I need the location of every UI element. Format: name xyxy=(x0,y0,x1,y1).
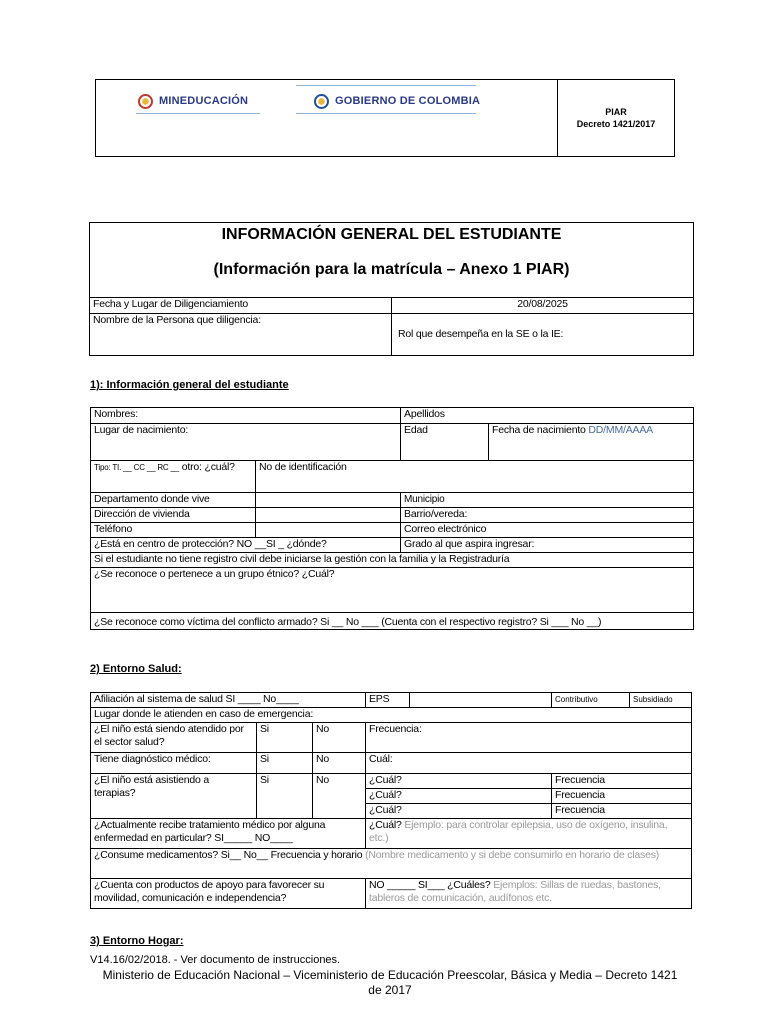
health-table xyxy=(90,692,692,909)
apellidos-field[interactable]: Apellidos xyxy=(401,408,694,424)
atendido-no[interactable]: No xyxy=(313,723,366,753)
registro-civil-note: Si el estudiante no tiene registro civil debe iniciarse la gestión con la familia y la Registraduría xyxy=(91,553,694,568)
main-title: INFORMACIÓN GENERAL DEL ESTUDIANTE xyxy=(221,226,562,243)
section2-heading: 2) Entorno Salud: xyxy=(90,663,182,675)
piar-label: PIAR xyxy=(605,107,627,117)
apoyo-hint: Ejemplos: Sillas de ruedas, bastones, tableros de comunicación, audífonos etc. xyxy=(369,879,661,904)
correo-field[interactable]: Correo electrónico xyxy=(401,523,694,538)
header-box xyxy=(95,79,675,157)
medicamentos-field[interactable] xyxy=(91,849,692,879)
departamento-field[interactable] xyxy=(256,493,401,508)
medicamentos-hint: (Nombre medicamento y si debe consumirlo en horario de clases) xyxy=(362,849,660,861)
diagnostico-cual-field[interactable]: Cuál: xyxy=(366,753,692,774)
terapia-cual-2[interactable]: ¿Cuál? xyxy=(366,789,552,804)
gobierno-logo xyxy=(314,94,480,109)
fecha-nac-label: Fecha de nacimiento xyxy=(492,424,589,436)
lugar-nacimiento-field[interactable]: Lugar de nacimiento: xyxy=(91,424,401,461)
atendido-frecuencia-field[interactable]: Frecuencia: xyxy=(366,723,692,753)
atendido-si[interactable]: Si xyxy=(257,723,313,753)
medicamentos-label: ¿Consume medicamentos? Si__ No__ Frecuencia y horario xyxy=(94,849,363,861)
fecha-value[interactable]: 20/08/2025 xyxy=(392,298,694,314)
terapias-no[interactable]: No xyxy=(313,774,366,819)
logos-cell xyxy=(96,80,558,157)
nombres-field[interactable]: Nombres: xyxy=(91,408,401,424)
fecha-nac-hint: DD/MM/AAAA xyxy=(588,424,653,436)
colombia-seal-icon xyxy=(138,94,153,109)
barrio-field[interactable]: Barrio/vereda: xyxy=(401,508,694,523)
decreto-label: Decreto 1421/2017 xyxy=(576,119,656,129)
telefono-label: Teléfono xyxy=(91,523,256,538)
diagnostico-si[interactable]: Si xyxy=(257,753,313,774)
gobierno-seal-icon xyxy=(314,94,329,109)
rol-field[interactable]: Rol que desempeña en la SE o la IE: xyxy=(392,314,694,356)
terapias-si[interactable]: Si xyxy=(257,774,313,819)
student-info-table xyxy=(90,407,694,630)
edad-field[interactable]: Edad xyxy=(401,424,489,461)
productos-apoyo-field[interactable] xyxy=(366,879,692,909)
piar-cell xyxy=(558,80,675,157)
tratamiento-field[interactable]: ¿Actualmente recibe tratamiento médico por alguna enfermedad en particular? SI_____ NO____ xyxy=(91,819,366,849)
terapia-cual-3[interactable]: ¿Cuál? xyxy=(366,804,552,819)
identificacion-field[interactable]: No de identificación xyxy=(256,461,694,493)
municipio-field[interactable]: Municipio xyxy=(401,493,694,508)
telefono-field[interactable] xyxy=(256,523,401,538)
terapias-label: ¿El niño está asistiendo a terapias? xyxy=(91,774,257,819)
fecha-label: Fecha y Lugar de Diligenciamiento xyxy=(90,298,392,314)
otro-label: otro: ¿cuál? xyxy=(179,461,235,473)
terapia-frecuencia-2[interactable]: Frecuencia xyxy=(552,789,692,804)
footer-version: V14.16/02/2018. - Ver documento de instrucciones. xyxy=(90,954,341,966)
title-cell xyxy=(90,223,694,298)
eps-label: EPS xyxy=(366,693,410,708)
terapia-cual-1[interactable]: ¿Cuál? xyxy=(366,774,552,789)
fecha-nacimiento-field[interactable] xyxy=(489,424,694,461)
section1-heading: 1): Información general del estudiante xyxy=(90,379,289,391)
atendido-label: ¿El niño está siendo atendido por el sector salud? xyxy=(91,723,257,753)
tratamiento-cual-field[interactable] xyxy=(366,819,692,849)
direccion-field[interactable] xyxy=(256,508,401,523)
grupo-etnico-field[interactable]: ¿Se reconoce o pertenece a un grupo étnico? ¿Cuál? xyxy=(91,568,694,613)
terapia-frecuencia-3[interactable]: Frecuencia xyxy=(552,804,692,819)
victima-conflicto-field[interactable]: ¿Se reconoce como víctima del conflicto armado? Si __ No ___ (Cuenta con el respectivo registro? Si ___ No __) xyxy=(91,613,694,630)
subsidiado-option[interactable]: Subsidiado xyxy=(630,693,692,708)
footer-ministerio: Ministerio de Educación Nacional – Viceministerio de Educación Preescolar, Básica y Media – Decreto 1421 de 2017 xyxy=(102,968,678,997)
contributivo-option[interactable]: Contributivo xyxy=(552,693,630,708)
sub-title: (Información para la matrícula – Anexo 1 PIAR) xyxy=(213,261,570,278)
lugar-emergencia-field[interactable]: Lugar donde le atienden en caso de emergencia: xyxy=(91,708,692,723)
afiliacion-field[interactable]: Afiliación al sistema de salud SI ____ No____ xyxy=(91,693,366,708)
diagnostico-no[interactable]: No xyxy=(313,753,366,774)
section3-heading: 3) Entorno Hogar: xyxy=(90,935,184,947)
tratamiento-hint: Ejemplo: para controlar epilepsia, uso de oxígeno, insulina, etc.) xyxy=(369,819,668,844)
terapia-frecuencia-1[interactable]: Frecuencia xyxy=(552,774,692,789)
tipo-label: Tipo: TI. __ CC __ RC __ xyxy=(94,463,180,472)
diagnostico-label: Tiene diagnóstico médico: xyxy=(91,753,257,774)
mineducacion-text: MINEDUCACIÓN xyxy=(159,95,249,107)
tipo-documento-field[interactable] xyxy=(91,461,256,493)
productos-apoyo-label: ¿Cuenta con productos de apoyo para favorecer su movilidad, comunicación e independencia? xyxy=(91,879,366,909)
apoyo-resp-label: NO _____ SI___ ¿Cuáles? xyxy=(369,879,491,891)
grado-field[interactable]: Grado al que aspira ingresar: xyxy=(401,538,694,553)
eps-field[interactable] xyxy=(410,693,552,708)
mineducacion-logo xyxy=(138,94,248,109)
gobierno-text: GOBIERNO DE COLOMBIA xyxy=(335,95,481,107)
title-table xyxy=(89,222,694,356)
tratamiento-cual-label: ¿Cuál? xyxy=(369,819,402,831)
departamento-label: Departamento donde vive xyxy=(91,493,256,508)
direccion-label: Dirección de vivienda xyxy=(91,508,256,523)
proteccion-field[interactable]: ¿Está en centro de protección? NO __SI _ ¿dónde? xyxy=(91,538,401,553)
nombre-diligencia-field[interactable]: Nombre de la Persona que diligencia: xyxy=(90,314,392,356)
